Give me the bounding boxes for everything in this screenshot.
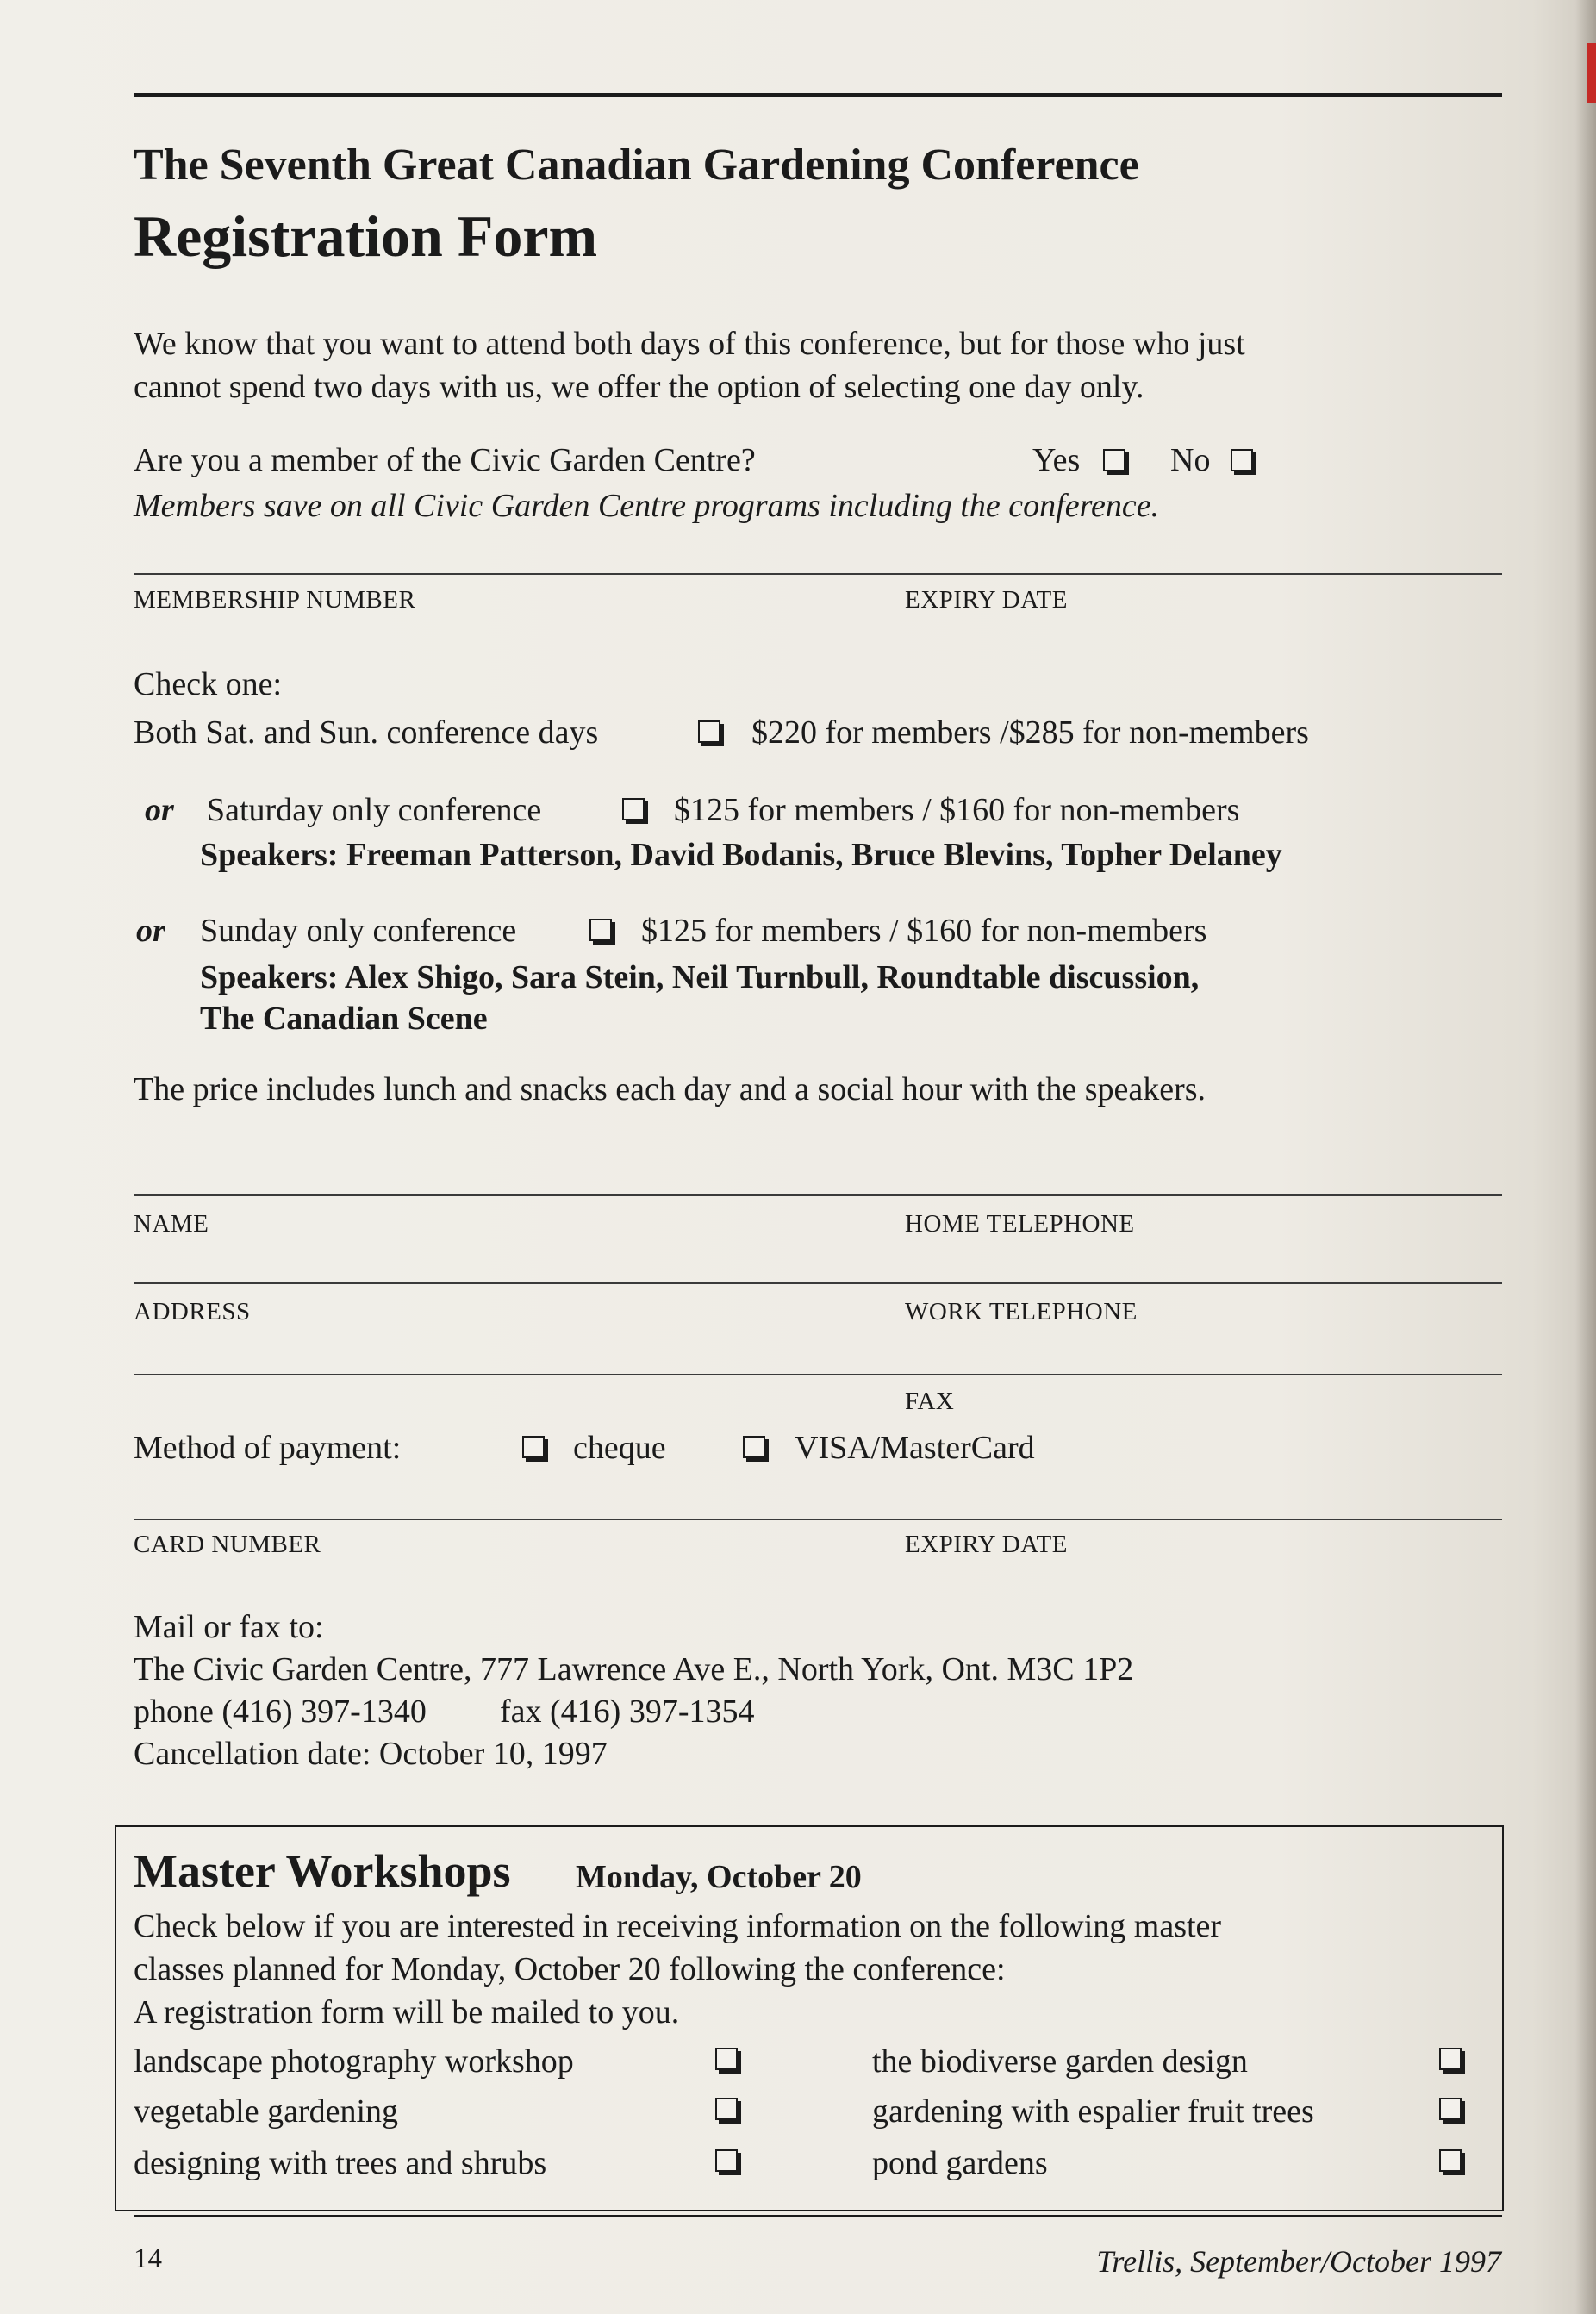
workshops-line-2: classes planned for Monday, October 20 following the conference: [134,1951,1006,1987]
workshop-item-trees-shrubs: designing with trees and shrubs [134,2145,547,2181]
sunday-label: Sunday only conference [200,913,517,949]
membership-question: Are you a member of the Civic Garden Centre? [134,442,756,478]
pond-gardens-checkbox[interactable] [1439,2149,1462,2172]
card-number-label: CARD NUMBER [134,1531,321,1558]
membership-number-label: MEMBERSHIP NUMBER [134,586,416,614]
saturday-speakers: Speakers: Freeman Patterson, David Bodanis, Bruce Blevins, Topher Delaney [200,837,1282,873]
sunday-price: $125 for members / $160 for non-members [641,913,1207,949]
page-number: 14 [134,2243,162,2274]
workshops-date: Monday, October 20 [576,1859,862,1895]
cheque-checkbox[interactable] [522,1436,545,1458]
intro-line-2: cannot spend two days with us, we offer the option of selecting one day only. [134,369,1144,405]
sunday-speakers-2: The Canadian Scene [200,1001,488,1037]
visa-label: VISA/MasterCard [795,1430,1035,1466]
yes-label: Yes [1032,442,1081,478]
workshop-item-landscape-photography: landscape photography workshop [134,2043,574,2080]
mail-phone: phone (416) 397-1340 [134,1693,427,1730]
name-field-rule [134,1194,1502,1196]
workshop-item-vegetable-gardening: vegetable gardening [134,2093,399,2130]
page-edge-mark [1587,43,1596,103]
payment-label: Method of payment: [134,1430,402,1466]
workshops-line-1: Check below if you are interested in receiving information on the following master [134,1908,1222,1944]
check-one-label: Check one: [134,666,283,702]
card-field-rule [134,1519,1502,1520]
footer-rule [134,2215,1502,2217]
publication-credit: Trellis, September/October 1997 [1096,2244,1501,2279]
member-yes-checkbox[interactable] [1103,449,1125,471]
trees-shrubs-checkbox[interactable] [715,2149,738,2172]
both-days-checkbox[interactable] [698,720,720,743]
form-title: Registration Form [134,203,598,269]
card-expiry-label: EXPIRY DATE [905,1531,1068,1558]
sunday-checkbox[interactable] [589,919,612,941]
both-days-label: Both Sat. and Sun. conference days [134,714,599,751]
workshop-item-biodiverse-garden: the biodiverse garden design [872,2043,1248,2080]
or-label-1: or [145,792,174,828]
workshops-line-3: A registration form will be mailed to you. [134,1994,680,2030]
membership-note: Members save on all Civic Garden Centre programs including the conference. [134,488,1160,524]
fax-label: FAX [905,1388,955,1415]
home-telephone-label: HOME TELEPHONE [905,1210,1135,1238]
workshop-item-pond-gardens: pond gardens [872,2145,1048,2181]
member-no-checkbox[interactable] [1231,449,1253,471]
saturday-price: $125 for members / $160 for non-members [674,792,1240,828]
cheque-label: cheque [573,1430,666,1466]
mail-address: The Civic Garden Centre, 777 Lawrence Ave E., North York, Ont. M3C 1P2 [134,1651,1134,1687]
espalier-checkbox[interactable] [1439,2098,1462,2120]
visa-checkbox[interactable] [743,1436,765,1458]
landscape-photography-checkbox[interactable] [715,2048,738,2070]
membership-field-rule [134,573,1502,575]
saturday-checkbox[interactable] [622,798,645,820]
mail-heading: Mail or fax to: [134,1609,324,1645]
biodiverse-garden-checkbox[interactable] [1439,2048,1462,2070]
sunday-speakers-1: Speakers: Alex Shigo, Sara Stein, Neil Turnbull, Roundtable discussion, [200,959,1200,995]
page-edge-shadow [1575,0,1596,2314]
fax-field-rule [134,1374,1502,1375]
work-telephone-label: WORK TELEPHONE [905,1298,1138,1325]
saturday-label: Saturday only conference [207,792,542,828]
top-rule [134,93,1502,97]
price-note: The price includes lunch and snacks each day and a social hour with the speakers. [134,1071,1206,1107]
conference-title: The Seventh Great Canadian Gardening Conference [134,140,1139,190]
address-field-rule [134,1282,1502,1284]
workshops-title: Master Workshops [134,1845,511,1897]
no-label: No [1170,442,1211,478]
or-label-2: or [136,913,165,949]
cancellation-date: Cancellation date: October 10, 1997 [134,1736,608,1772]
vegetable-gardening-checkbox[interactable] [715,2098,738,2120]
mail-fax: fax (416) 397-1354 [500,1693,755,1730]
address-label: ADDRESS [134,1298,251,1325]
membership-expiry-label: EXPIRY DATE [905,586,1068,614]
intro-line-1: We know that you want to attend both days of this conference, but for those who just [134,326,1245,362]
both-days-price: $220 for members /$285 for non-members [751,714,1309,751]
name-label: NAME [134,1210,209,1238]
workshop-item-espalier: gardening with espalier fruit trees [872,2093,1314,2130]
